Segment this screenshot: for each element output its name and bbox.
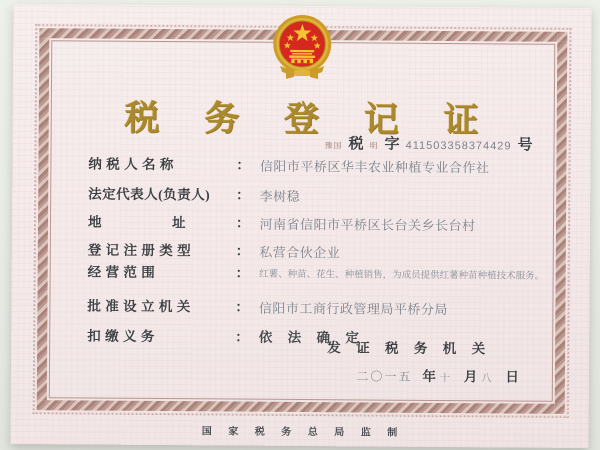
field-label: 经 营 范 围 (87, 264, 156, 280)
field-business-scope (88, 261, 545, 284)
serial-number-line (325, 132, 533, 154)
serial-mid: 明 (369, 141, 379, 151)
serial-number: 411503358374429 (405, 139, 512, 153)
field-label: 地 址 (87, 214, 187, 231)
date-day-value: 八 (481, 373, 492, 385)
field-value: 红薯、种苗、花生、种植销售，为成员提供红薯种苗种植技术服务。 (259, 269, 545, 282)
field-value: 依 法 确 定 (258, 329, 365, 346)
date-year-label: 年 (422, 368, 437, 384)
field-value: 河南省信阳市平桥区长台关乡长台村 (259, 216, 476, 234)
serial-char-zi: 字 (384, 136, 400, 153)
issue-date-line (356, 364, 519, 385)
field-label: 纳 税 人 名 称 (88, 156, 174, 173)
field-address (88, 211, 476, 235)
field-colon: ： (235, 265, 250, 281)
certificate-title: 税 务 登 记 证 (124, 98, 497, 141)
field-label: 批 准 设 立 机 关 (87, 298, 191, 315)
field-value: 私营合伙企业 (259, 244, 341, 261)
issuing-authority-heading (327, 336, 491, 358)
date-month-value: 十 (439, 372, 450, 385)
national-emblem-icon (270, 8, 335, 84)
issuer-label: 发 证 税 务 机 关 (327, 340, 492, 357)
field-label: 登 记 注 册 类 型 (87, 242, 192, 259)
field-taxpayer-name (88, 153, 489, 177)
field-value: 信阳市平桥区华丰农业种植专业合作社 (259, 158, 490, 176)
field-withholding-obligation (87, 325, 365, 347)
field-colon: ： (236, 157, 250, 173)
field-legal-representative (88, 183, 300, 205)
field-approving-authority (87, 295, 448, 319)
field-value: 信阳市工商行政管理局平桥分局 (258, 300, 448, 318)
date-year-value: 二〇一五 (356, 369, 413, 384)
field-colon: ： (235, 243, 250, 259)
field-value: 李树稳 (259, 188, 301, 204)
field-colon: ： (235, 329, 249, 345)
field-colon: ： (235, 299, 249, 315)
certificate-paper (10, 4, 591, 448)
date-month-label: 月 (463, 369, 478, 385)
date-day-label: 日 (505, 369, 520, 385)
field-label: 法定代表人(负责人) (88, 186, 211, 203)
field-colon: ： (235, 215, 250, 231)
field-label: 扣 缴 义 务 (87, 328, 155, 344)
serial-char-shui: 税 (348, 136, 364, 153)
field-colon: ： (236, 187, 250, 203)
supervising-authority-footer: 国 家 税 务 总 局 监 制 (201, 426, 405, 439)
serial-prefix: 豫国 (324, 141, 343, 151)
field-registration-type (88, 239, 341, 262)
serial-suffix-hao: 号 (517, 137, 533, 154)
